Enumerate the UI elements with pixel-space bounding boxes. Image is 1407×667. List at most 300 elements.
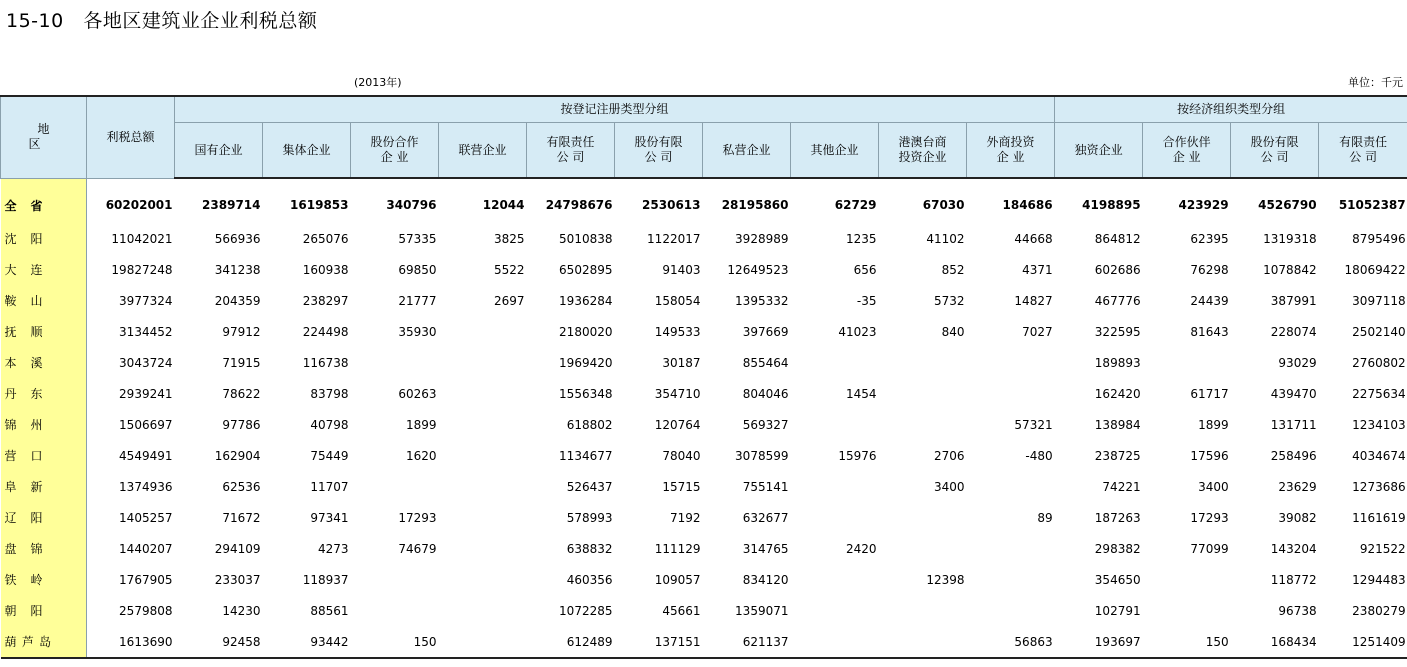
total-value: 1440207	[119, 541, 173, 556]
region-name-char: 沈	[4, 232, 17, 246]
cell-value	[439, 533, 527, 564]
table-row	[1, 254, 1407, 285]
cell-value: 5732	[933, 293, 965, 308]
cell-value: 2502140	[1352, 324, 1406, 339]
cell-value: 921522	[1359, 541, 1406, 556]
table-row	[1, 626, 1407, 658]
cell-value: 1969420	[559, 355, 613, 370]
region-name-char: 鞍	[4, 294, 17, 308]
cell-value: 71672	[222, 510, 261, 525]
column-header: 私营企业	[703, 123, 791, 179]
cell-value: 804046	[742, 386, 789, 401]
cell-value: 83798	[310, 386, 349, 401]
cell-value: 137151	[615, 626, 703, 658]
total-value: 2579808	[119, 603, 173, 618]
cell-value: 1620	[405, 448, 437, 463]
cell-value: 189893	[1094, 355, 1141, 370]
cell-value: 467776	[1094, 293, 1141, 308]
cell-value: 3400	[933, 479, 965, 494]
cell-value	[791, 347, 879, 378]
region-name	[1, 440, 87, 471]
cell-value	[879, 626, 967, 658]
total-value: 1374936	[119, 479, 173, 494]
column-header: 港澳台商 投资企业	[879, 123, 967, 179]
cell-value: 97786	[222, 417, 261, 432]
region-name	[1, 316, 87, 347]
cell-value: 423929	[1178, 198, 1229, 212]
cell-value: 3825	[493, 231, 525, 246]
cell-value	[791, 409, 879, 440]
cell-value: 1319318	[1263, 231, 1317, 246]
table-row	[1, 502, 1407, 533]
cell-value: 15976	[838, 448, 877, 463]
table-row	[1, 378, 1407, 409]
cell-value: 2420	[845, 541, 877, 556]
cell-value: 238725	[1094, 448, 1141, 463]
region-name	[1, 378, 87, 409]
region-name-char: 溪	[30, 356, 43, 370]
header-total: 利税总额	[87, 96, 175, 178]
cell-value: 15715	[662, 479, 701, 494]
cell-value: 74679	[398, 541, 437, 556]
column-header: 外商投资 企 业	[967, 123, 1055, 179]
cell-value: 74221	[1102, 479, 1141, 494]
cell-value: 187263	[1094, 510, 1141, 525]
cell-value: 88561	[310, 603, 349, 618]
region-name-char: 阳	[30, 604, 43, 618]
cell-value	[879, 378, 967, 409]
cell-value: 162904	[214, 448, 261, 463]
cell-value	[439, 347, 527, 378]
cell-value: 2530613	[642, 198, 701, 212]
cell-value: 1936284	[559, 293, 613, 308]
cell-value: 1235	[845, 231, 877, 246]
cell-value: 2180020	[559, 324, 613, 339]
cell-value: 78622	[222, 386, 261, 401]
table-row	[1, 533, 1407, 564]
cell-value: 160938	[302, 262, 349, 277]
column-header: 集体企业	[263, 123, 351, 179]
cell-value: 1619853	[290, 198, 349, 212]
cell-value: 1122017	[647, 231, 701, 246]
region-name-char: 山	[30, 294, 43, 308]
cell-value: 612489	[527, 626, 615, 658]
cell-value: 439470	[1270, 386, 1317, 401]
cell-value: 656	[853, 262, 877, 277]
cell-value	[967, 564, 1055, 595]
cell-value: 460356	[566, 572, 613, 587]
cell-value: 17293	[398, 510, 437, 525]
cell-value: 4371	[1022, 262, 1053, 277]
table-row	[1, 564, 1407, 595]
header-group-registration: 按登记注册类型分组	[175, 96, 1055, 123]
region-name	[1, 409, 87, 440]
region-name-char: 岛	[39, 635, 52, 649]
cell-value: 7027	[1022, 324, 1053, 339]
region-name	[1, 595, 87, 626]
cell-value: 138984	[1094, 417, 1141, 432]
cell-value: 120764	[654, 417, 701, 432]
region-name	[1, 187, 87, 223]
cell-value: 14827	[1014, 293, 1053, 308]
cell-value: 184686	[1002, 198, 1053, 212]
region-name	[1, 254, 87, 285]
cell-value: 258496	[1270, 448, 1317, 463]
region-name-char: 阜	[4, 480, 17, 494]
cell-value: 204359	[214, 293, 261, 308]
table-row	[1, 285, 1407, 316]
cell-value	[879, 595, 967, 626]
cell-value: 62729	[834, 198, 877, 212]
region-name-char: 东	[30, 387, 43, 401]
cell-value: 852	[941, 262, 965, 277]
cell-value	[439, 564, 527, 595]
cell-value	[439, 626, 527, 658]
region-name-char: 阳	[30, 232, 43, 246]
total-value: 3134452	[119, 324, 173, 339]
cell-value: 4273	[317, 541, 349, 556]
cell-value	[967, 595, 1055, 626]
cell-value: 67030	[922, 198, 965, 212]
cell-value: 1395332	[735, 293, 789, 308]
column-header: 股份合作 企 业	[351, 123, 439, 179]
region-name	[1, 502, 87, 533]
cell-value: 150	[1143, 626, 1231, 658]
cell-value: 17293	[1190, 510, 1229, 525]
cell-value: 2389714	[202, 198, 261, 212]
cell-value: 294109	[214, 541, 261, 556]
column-header: 国有企业	[175, 123, 263, 179]
cell-value: 1556348	[559, 386, 613, 401]
region-name-char: 口	[30, 449, 43, 463]
year-label: (2013年)	[354, 76, 402, 89]
cell-value: 387991	[1270, 293, 1317, 308]
cell-value: 149533	[654, 324, 701, 339]
cell-value: 224498	[302, 324, 349, 339]
region-name-char: 阳	[30, 511, 43, 525]
total-value: 11042021	[111, 231, 173, 246]
total-value: 19827248	[111, 262, 173, 277]
page-title: 15-10 各地区建筑业企业利税总额	[6, 10, 318, 32]
cell-value: 14230	[222, 603, 261, 618]
cell-value: 30187	[662, 355, 701, 370]
region-name	[1, 533, 87, 564]
cell-value: 131711	[1270, 417, 1317, 432]
cell-value: 62536	[222, 479, 261, 494]
cell-value	[439, 316, 527, 347]
cell-value: 60263	[398, 386, 437, 401]
column-header: 其他企业	[791, 123, 879, 179]
cell-value: 341238	[214, 262, 261, 277]
cell-value: 1134677	[559, 448, 613, 463]
cell-value: 21777	[398, 293, 437, 308]
region-name	[1, 347, 87, 378]
region-name-char: 芦	[21, 635, 34, 649]
column-header: 股份有限 公 司	[615, 123, 703, 179]
region-name-char: 州	[30, 418, 43, 432]
table-row	[1, 471, 1407, 502]
cell-value: 1454	[845, 386, 877, 401]
cell-value: 41023	[838, 324, 877, 339]
cell-value: 569327	[742, 417, 789, 432]
cell-value: 6502895	[559, 262, 613, 277]
cell-value: 1078842	[1263, 262, 1317, 277]
cell-value: -35	[856, 293, 877, 308]
table-row	[1, 440, 1407, 471]
cell-value: 11707	[310, 479, 349, 494]
table-row	[1, 347, 1407, 378]
region-name-char: 丹	[4, 387, 17, 401]
region-name-char: 锦	[4, 418, 17, 432]
cell-value: 92458	[175, 626, 263, 658]
region-name-char: 辽	[4, 511, 17, 525]
region-name	[1, 223, 87, 254]
total-value: 60202001	[105, 198, 173, 212]
cell-value: 57335	[398, 231, 437, 246]
cell-value: 93442	[263, 626, 351, 658]
cell-value: 111129	[654, 541, 701, 556]
cell-value: 89	[1037, 510, 1053, 525]
cell-value	[439, 502, 527, 533]
cell-value: 35930	[398, 324, 437, 339]
cell-value: 102791	[1094, 603, 1141, 618]
cell-value: 8795496	[1352, 231, 1406, 246]
region-name-char: 顺	[30, 325, 43, 339]
cell-value: 91403	[662, 262, 701, 277]
cell-value	[967, 471, 1055, 502]
cell-value: 18069422	[1344, 262, 1406, 277]
cell-value	[879, 533, 967, 564]
cell-value	[351, 471, 439, 502]
cell-value: 632677	[742, 510, 789, 525]
cell-value: 3400	[1198, 479, 1229, 494]
region-name-char: 本	[4, 356, 17, 370]
cell-value: 28195860	[721, 198, 789, 212]
cell-value	[791, 502, 879, 533]
cell-value	[439, 440, 527, 471]
cell-value: 265076	[302, 231, 349, 246]
cell-value: 1294483	[1352, 572, 1406, 587]
region-name	[1, 564, 87, 595]
cell-value: 51052387	[1338, 198, 1406, 212]
table-row	[1, 187, 1407, 223]
cell-value: 44668	[1014, 231, 1053, 246]
cell-value: 228074	[1270, 324, 1317, 339]
region-name-char: 全	[4, 198, 17, 213]
cell-value: 3928989	[735, 231, 789, 246]
cell-value: 56863	[967, 626, 1055, 658]
cell-value: 1251409	[1319, 626, 1407, 658]
cell-value: 109057	[654, 572, 701, 587]
cell-value: 2706	[933, 448, 965, 463]
column-header: 有限责任 公 司	[1319, 123, 1407, 179]
cell-value: 864812	[1094, 231, 1141, 246]
table-row	[1, 595, 1407, 626]
cell-value	[439, 471, 527, 502]
cell-value: 24798676	[545, 198, 613, 212]
cell-value	[879, 409, 967, 440]
cell-value	[791, 471, 879, 502]
cell-value: 4526790	[1258, 198, 1317, 212]
header-group-organization: 按经济组织类型分组	[1055, 96, 1407, 123]
cell-value: 638832	[566, 541, 613, 556]
column-header: 合作伙伴 企 业	[1143, 123, 1231, 179]
cell-value: 354710	[654, 386, 701, 401]
cell-value: 118937	[302, 572, 349, 587]
column-header: 联营企业	[439, 123, 527, 179]
region-name-char: 盘	[4, 542, 17, 556]
cell-value: 62395	[1190, 231, 1229, 246]
cell-value: 150	[351, 626, 439, 658]
region-name-char: 新	[30, 480, 43, 494]
table-row	[1, 316, 1407, 347]
cell-value: 621137	[703, 626, 791, 658]
total-value: 1405257	[119, 510, 173, 525]
region-name-char: 大	[4, 263, 17, 277]
cell-value	[351, 564, 439, 595]
region-name-char: 抚	[4, 325, 17, 339]
cell-value: 2380279	[1352, 603, 1406, 618]
cell-value: 81643	[1190, 324, 1229, 339]
cell-value: 578993	[566, 510, 613, 525]
region-name-char: 连	[30, 263, 43, 277]
cell-value: 1072285	[559, 603, 613, 618]
cell-value: 602686	[1094, 262, 1141, 277]
cell-value: 168434	[1231, 626, 1319, 658]
cell-value: 1899	[1198, 417, 1229, 432]
cell-value: 298382	[1094, 541, 1141, 556]
region-name-char: 省	[30, 198, 43, 213]
cell-value: 45661	[662, 603, 701, 618]
cell-value	[879, 502, 967, 533]
cell-value	[879, 347, 967, 378]
table-row	[1, 223, 1407, 254]
cell-value: 397669	[742, 324, 789, 339]
cell-value: 23629	[1278, 479, 1317, 494]
column-header: 有限责任 公 司	[527, 123, 615, 179]
cell-value: 17596	[1190, 448, 1229, 463]
cell-value: 158054	[654, 293, 701, 308]
cell-value: 93029	[1278, 355, 1317, 370]
cell-value	[967, 378, 1055, 409]
cell-value: 4034674	[1352, 448, 1406, 463]
column-header: 独资企业	[1055, 123, 1143, 179]
cell-value: 12398	[926, 572, 965, 587]
total-value: 3977324	[119, 293, 173, 308]
cell-value: 340796	[386, 198, 437, 212]
cell-value	[791, 626, 879, 658]
cell-value: -480	[1025, 448, 1053, 463]
cell-value: 61717	[1190, 386, 1229, 401]
cell-value: 314765	[742, 541, 789, 556]
cell-value: 2275634	[1352, 386, 1406, 401]
cell-value	[791, 595, 879, 626]
region-name-char: 铁	[4, 573, 17, 587]
cell-value	[1143, 347, 1231, 378]
data-table	[0, 95, 1407, 659]
cell-value: 193697	[1055, 626, 1143, 658]
total-value: 1506697	[119, 417, 173, 432]
region-name-char: 岭	[30, 573, 43, 587]
unit-label: 单位：千元	[1348, 76, 1403, 89]
cell-value: 97341	[310, 510, 349, 525]
region-name-char: 葫	[4, 635, 17, 649]
cell-value: 69850	[398, 262, 437, 277]
cell-value: 118772	[1270, 572, 1317, 587]
cell-value	[967, 533, 1055, 564]
cell-value: 1161619	[1352, 510, 1406, 525]
cell-value	[351, 595, 439, 626]
total-value: 1613690	[87, 626, 175, 658]
cell-value: 618802	[566, 417, 613, 432]
cell-value: 526437	[566, 479, 613, 494]
cell-value	[439, 409, 527, 440]
region-name	[1, 285, 87, 316]
column-header: 股份有限 公 司	[1231, 123, 1319, 179]
cell-value: 755141	[742, 479, 789, 494]
cell-value	[439, 378, 527, 409]
cell-value	[439, 595, 527, 626]
total-value: 4549491	[119, 448, 173, 463]
region-name	[1, 626, 87, 658]
cell-value: 162420	[1094, 386, 1141, 401]
cell-value: 1359071	[735, 603, 789, 618]
cell-value	[1143, 595, 1231, 626]
cell-value	[791, 564, 879, 595]
cell-value: 143204	[1270, 541, 1317, 556]
region-name-char: 营	[4, 449, 17, 463]
cell-value: 566936	[214, 231, 261, 246]
cell-value: 57321	[1014, 417, 1053, 432]
cell-value: 24439	[1190, 293, 1229, 308]
total-value: 2939241	[119, 386, 173, 401]
region-name-char: 锦	[30, 542, 43, 556]
cell-value: 71915	[222, 355, 261, 370]
cell-value: 41102	[926, 231, 965, 246]
cell-value: 238297	[302, 293, 349, 308]
cell-value: 7192	[669, 510, 701, 525]
cell-value: 77099	[1190, 541, 1229, 556]
table-row	[1, 409, 1407, 440]
cell-value: 3078599	[735, 448, 789, 463]
cell-value: 40798	[310, 417, 349, 432]
cell-value: 5010838	[559, 231, 613, 246]
cell-value: 75449	[310, 448, 349, 463]
cell-value: 76298	[1190, 262, 1229, 277]
cell-value: 1234103	[1352, 417, 1406, 432]
cell-value: 116738	[302, 355, 349, 370]
cell-value: 2697	[493, 293, 525, 308]
cell-value: 354650	[1094, 572, 1141, 587]
cell-value: 96738	[1278, 603, 1317, 618]
cell-value: 1273686	[1352, 479, 1406, 494]
cell-value	[351, 347, 439, 378]
cell-value: 12649523	[727, 262, 789, 277]
cell-value: 4198895	[1082, 198, 1141, 212]
cell-value: 97912	[222, 324, 261, 339]
cell-value: 5522	[493, 262, 525, 277]
cell-value: 840	[941, 324, 965, 339]
cell-value: 78040	[662, 448, 701, 463]
cell-value: 322595	[1094, 324, 1141, 339]
cell-value: 39082	[1278, 510, 1317, 525]
cell-value: 855464	[742, 355, 789, 370]
region-name	[1, 471, 87, 502]
cell-value: 1899	[405, 417, 437, 432]
cell-value: 3097118	[1352, 293, 1406, 308]
total-value: 1767905	[119, 572, 173, 587]
header-region: 地 区	[1, 96, 87, 178]
